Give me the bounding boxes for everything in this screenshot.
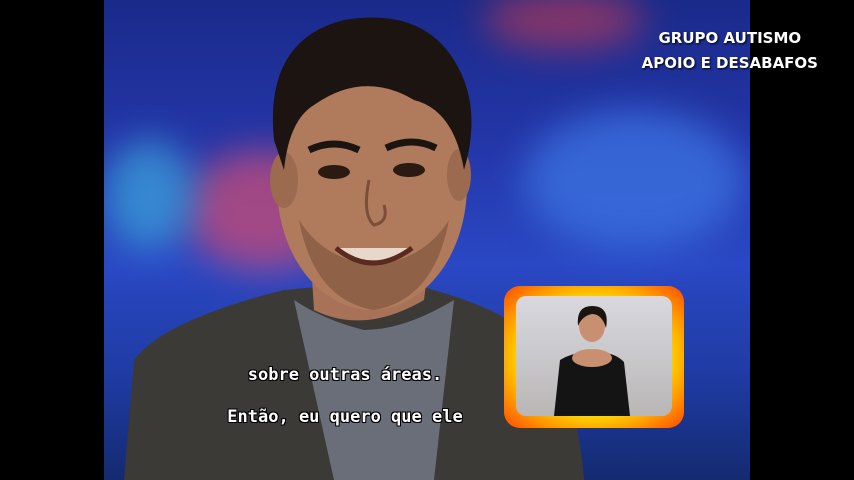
- interpreter-figure: [516, 296, 672, 416]
- interpreter-video: [516, 296, 672, 416]
- channel-watermark: [642, 26, 818, 76]
- sign-language-inset: [504, 286, 684, 428]
- subtitle-line-1: sobre outras áreas.: [247, 365, 443, 385]
- watermark-line-1: GRUPO AUTISMO: [658, 29, 802, 47]
- watermark-line-2: APOIO E DESABAFOS: [641, 54, 818, 72]
- right-eye: [393, 163, 425, 177]
- left-eye: [318, 165, 350, 179]
- interpreter-hands: [572, 349, 612, 367]
- subtitle-line-2: Então, eu quero que ele: [227, 407, 463, 427]
